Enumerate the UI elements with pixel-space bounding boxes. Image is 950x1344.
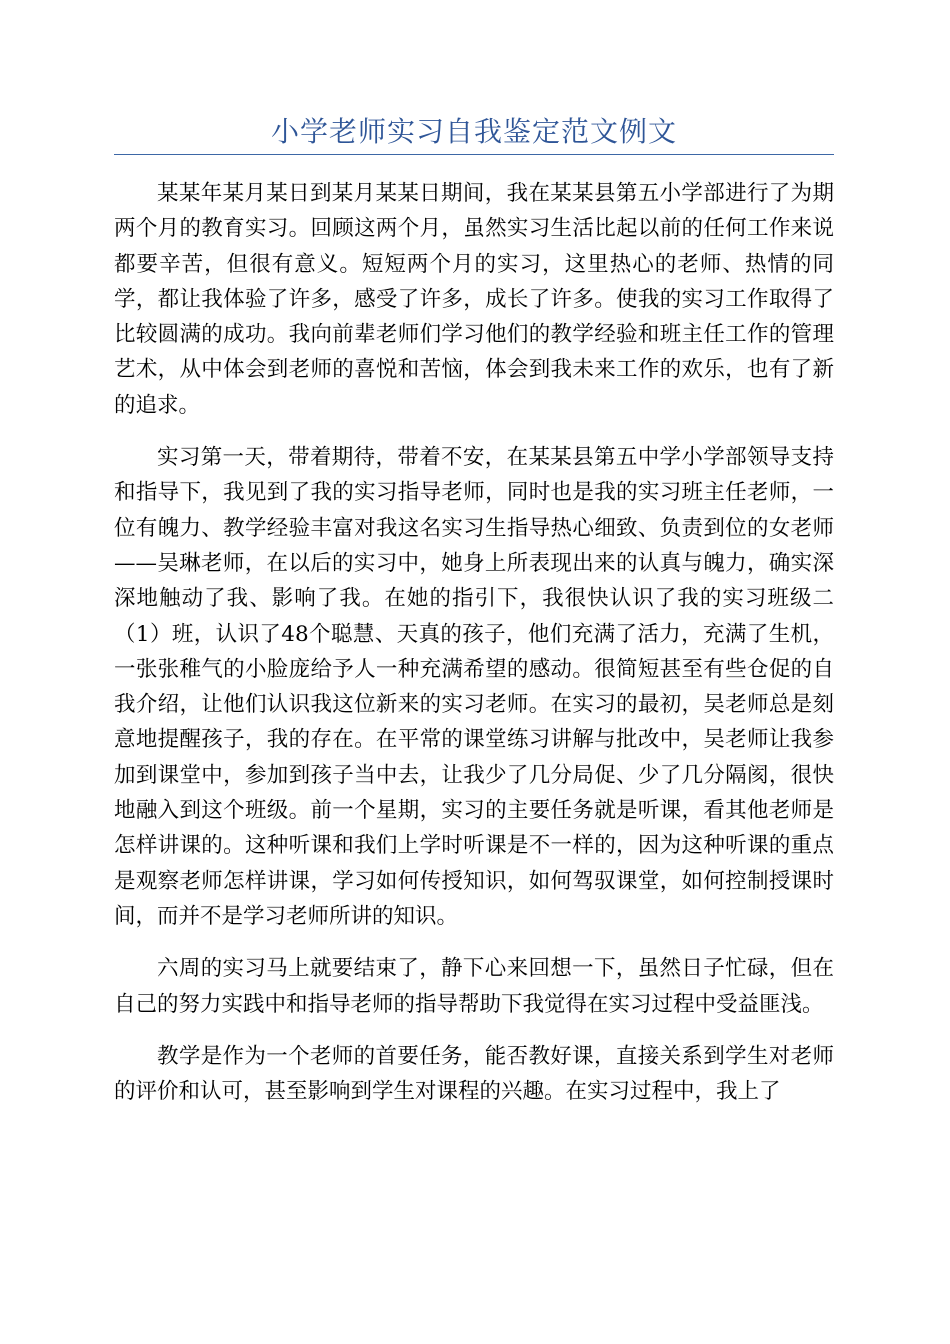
- paragraph-2: 实习第一天，带着期待，带着不安，在某某县第五中学小学部领导支持和指导下，我见到了我的实习指导老师，同时也是我的实习班主任老师，一位有魄力、教学经验丰富对我这名实习生指导热心细致、负责到位的女老师——吴琳老师，在以后的实习中，她身上所表现出来的认真与魄力，确实深深地触动了我、影响了我。在她的指引下，我很快认识了我的实习班级二（1）班，认识了48个聪慧、天真的孩子，他们充满了活力，充满了生机，一张张稚气的小脸庞给予人一种充满希望的感动。很简短甚至有些仓促的自我介绍，让他们认识我这位新来的实习老师。在实习的最初，吴老师总是刻意地提醒孩子，我的存在。在平常的课堂练习讲解与批改中，吴老师让我参加到课堂中，参加到孩子当中去，让我少了几分局促、少了几分隔阂，很快地融入到这个班级。前一个星期，实习的主要任务就是听课，看其他老师是怎样讲课的。这种听课和我们上学时听课是不一样的，因为这种听课的重点是观察老师怎样讲课，学习如何传授知识，如何驾驭课堂，如何控制授课时间，而并不是学习老师所讲的知识。: [114, 445, 834, 929]
- paragraph-3: 六周的实习马上就要结束了，静下心来回想一下，虽然日子忙碌，但在自己的努力实践中和指导老师的指导帮助下我觉得在实习过程中受益匪浅。: [114, 956, 834, 1017]
- paragraph-4: 教学是作为一个老师的首要任务，能否教好课，直接关系到学生对老师的评价和认可，甚至影响到学生对课程的兴趣。在实习过程中，我上了: [114, 1043, 834, 1105]
- paragraph-1: 某某年某月某日到某月某某日期间，我在某某县第五小学部进行了为期两个月的教育实习。回顾这两个月，虽然实习生活比起以前的任何工作来说都要辛苦，但很有意义。短短两个月的实习，这里热心的老师、热情的同学，都让我体验了许多，感受了许多，成长了许多。使我的实习工作取得了比较圆满的成功。我向前辈老师们学习他们的教学经验和班主任工作的管理艺术，从中体会到老师的喜悦和苦恼，体会到我未来工作的欢乐，也有了新的追求。: [114, 181, 834, 418]
- title-underline: [114, 154, 834, 155]
- document-title: 小学老师实习自我鉴定范文例文: [270, 115, 677, 148]
- document-body: [114, 176, 834, 1126]
